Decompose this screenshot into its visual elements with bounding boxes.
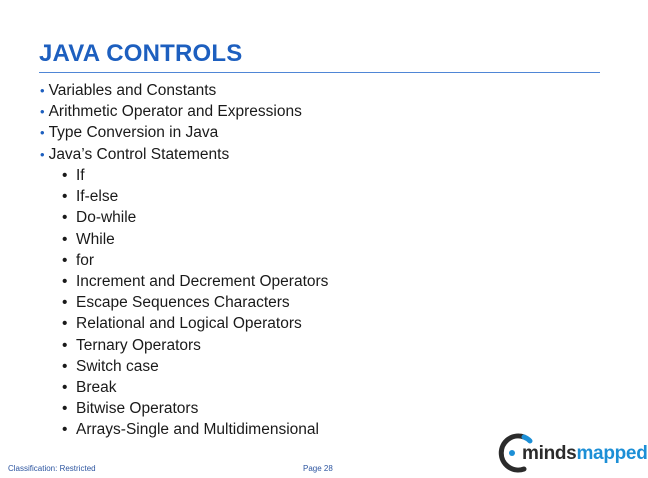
bullet-icon: •	[62, 188, 68, 206]
bullet-item: • Type Conversion in Java	[40, 124, 219, 142]
sub-bullet-item: • Arrays-Single and Multidimensional	[62, 419, 328, 440]
bullet-icon: •	[62, 315, 68, 333]
sub-bullet-item: • Bitwise Operators	[62, 398, 328, 419]
logo-wordmark: mindsmapped	[522, 443, 648, 464]
bullet-item: • Java’s Control Statements	[40, 145, 230, 163]
bullet-icon: •	[40, 146, 45, 162]
bullet-icon: •	[40, 125, 45, 141]
sub-bullet-item: • Switch case	[62, 356, 328, 377]
bullet-item: • Arithmetic Operator and Expressions	[40, 103, 302, 121]
bullet-icon: •	[62, 272, 68, 290]
sub-bullet-list	[62, 165, 328, 440]
bullet-icon: •	[62, 421, 68, 439]
bullet-icon: •	[40, 104, 45, 120]
sub-bullet-item: • Break	[62, 377, 328, 398]
bullet-item: • Variables and Constants	[40, 82, 217, 99]
slide-title: JAVA CONTROLS	[39, 40, 243, 67]
main-bullet-list	[40, 80, 302, 165]
bullet-icon: •	[62, 167, 68, 184]
classification-label: Classification: Restricted	[8, 464, 96, 473]
bullet-icon: •	[40, 83, 45, 98]
bullet-icon: •	[62, 251, 68, 269]
sub-bullet-item: • If	[62, 165, 328, 186]
page-number: Page 28	[303, 464, 333, 473]
bullet-icon: •	[62, 357, 68, 375]
sub-bullet-item: • While	[62, 229, 328, 250]
sub-bullet-item: • Escape Sequences Characters	[62, 292, 328, 313]
bullet-icon: •	[62, 336, 68, 354]
title-divider	[39, 72, 600, 73]
bullet-icon: •	[62, 230, 68, 248]
bullet-icon: •	[62, 400, 68, 418]
bullet-icon: •	[62, 378, 68, 396]
bullet-icon: •	[62, 209, 68, 227]
sub-bullet-item: • Ternary Operators	[62, 335, 328, 356]
bullet-icon: •	[62, 294, 68, 312]
sub-bullet-item: • Do-while	[62, 207, 328, 228]
sub-bullet-item: • for	[62, 250, 328, 271]
sub-bullet-item: • Increment and Decrement Operators	[62, 271, 328, 292]
sub-bullet-item: • If-else	[62, 186, 328, 207]
sub-bullet-item: • Relational and Logical Operators	[62, 313, 328, 334]
